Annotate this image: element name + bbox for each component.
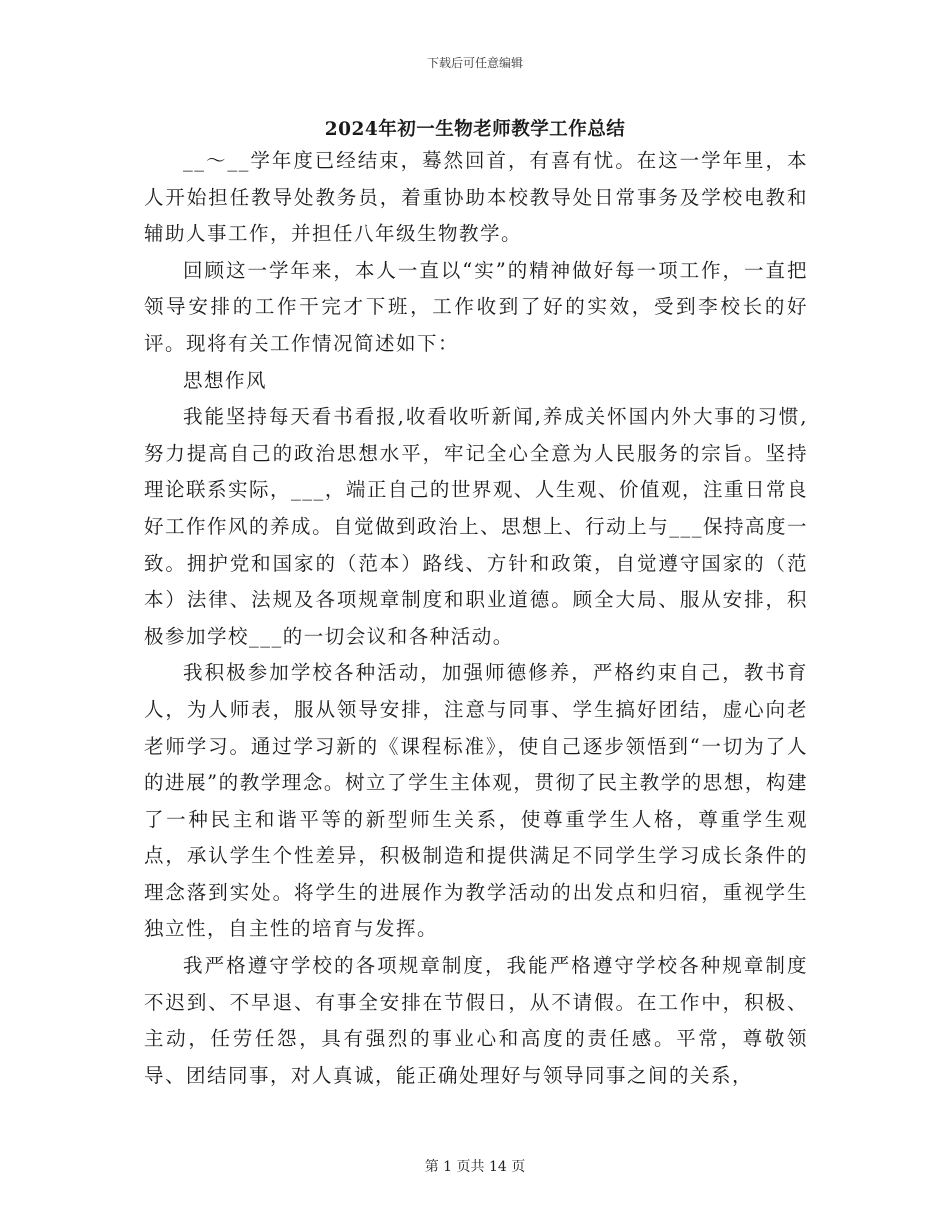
document-title: 2024年初一生物老师教学工作总结	[324, 119, 626, 140]
document-body	[144, 143, 808, 1094]
paragraph-teacher-ethics: 我积极参加学校各种活动，加强师德修养，严格约束自己，教书育人，为人师表，服从领导安排，注意与同事、学生搞好团结，虚心向老老师学习。通过学习新的《课程标准》，使自己逐步领悟到“一切为了人的进展”的教学理念。树立了学生主体观，贯彻了民主教学的思想，构建了一种民主和谐平等的新型师生关系，使尊重学生人格，尊重学生观点，承认学生个性差异，积极制造和提供满足不同学生学习成长条件的理念落到实处。将学生的进展作为教学活动的出发点和归宿，重视学生独立性，自主性的培育与发挥。	[144, 661, 808, 941]
section-heading-thought-style: 思想作风	[183, 368, 268, 392]
header-note: 下载后可任意编辑	[426, 56, 523, 70]
paragraph-review: 回顾这一学年来，本人一直以“实”的精神做好每一项工作，一直把领导安排的工作干完才下班，工作收到了好的实效，受到李校长的好评。现将有关工作情况简述如下：	[144, 258, 808, 355]
paragraph-intro: __～__学年度已经结束，蓦然回首，有喜有忧。在这一学年里，本人开始担任教导处教务员，着重协助本校教导处日常事务及学校电教和辅助人事工作，并担任八年级生物教学。	[144, 149, 808, 246]
paragraph-discipline: 我严格遵守学校的各项规章制度，我能严格遵守学校各种规章制度不迟到、不早退、有事全安排在节假日，从不请假。在工作中，积极、主动，任劳任怨，具有强烈的事业心和高度的责任感。平常，尊敬领导、团结同事，对人真诚，能正确处理好与领导同事之间的关系，	[144, 954, 808, 1087]
page-footer: 第 1 页共 14 页	[424, 1159, 526, 1175]
paragraph-political-study: 我能坚持每天看书看报,收看收听新闻,养成关怀国内外大事的习惯,努力提高自己的政治思想水平，牢记全心全意为人民服务的宗旨。坚持理论联系实际，___，端正自己的世界观、人生观、价值观，注重日常良好工作作风的养成。自觉做到政治上、思想上、行动上与___保持高度一致。拥护党和国家的（范本）路线、方针和政策，自觉遵守国家的（范本）法律、法规及各项规章制度和职业道德。顾全大局、服从安排，积极参加学校___的一切会议和各种活动。	[144, 405, 808, 648]
